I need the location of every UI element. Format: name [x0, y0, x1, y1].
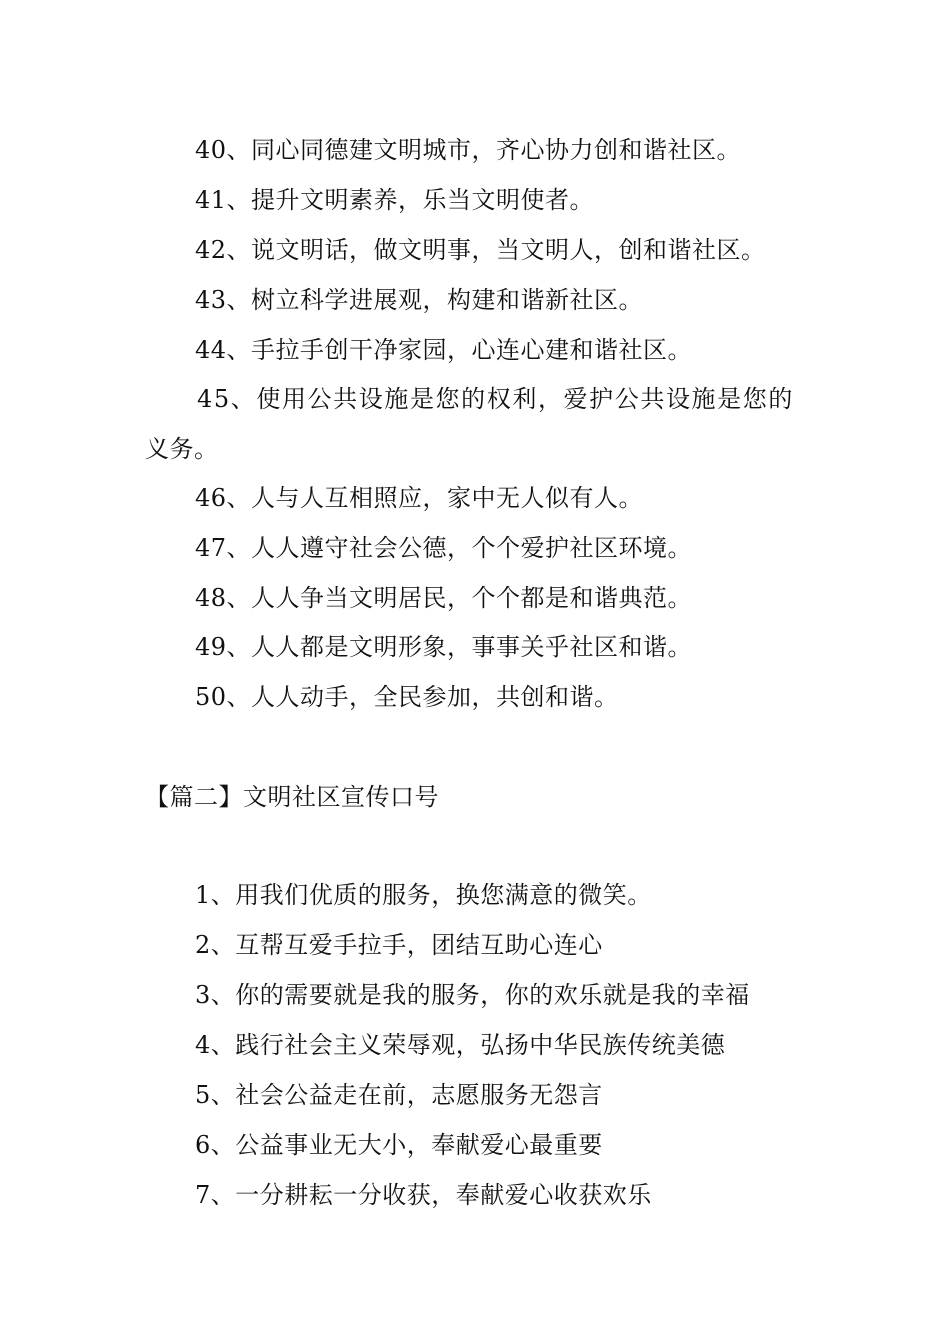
slogan-3: 3、你的需要就是我的服务，你的欢乐就是我的幸福 — [195, 981, 750, 1009]
slogan-48: 48、人人争当文明居民，个个都是和谐典范。 — [195, 584, 693, 612]
slogan-43: 43、树立科学进展观，构建和谐新社区。 — [195, 286, 644, 314]
slogan-4: 4、践行社会主义荣辱观，弘扬中华民族传统美德 — [195, 1031, 726, 1059]
slogan-41: 41、提升文明素养，乐当文明使者。 — [195, 186, 595, 214]
slogan-1: 1、用我们优质的服务，换您满意的微笑。 — [195, 881, 652, 909]
slogan-7: 7、一分耕耘一分收获，奉献爱心收获欢乐 — [195, 1181, 652, 1209]
slogan-40: 40、同心同德建文明城市，齐心协力创和谐社区。 — [195, 136, 742, 164]
section-heading: 【篇二】文明社区宣传口号 — [145, 783, 439, 811]
slogan-49: 49、人人都是文明形象，事事关乎社区和谐。 — [195, 633, 693, 661]
slogan-46: 46、人与人互相照应，家中无人似有人。 — [195, 484, 644, 512]
slogan-5: 5、社会公益走在前，志愿服务无怨言 — [195, 1081, 603, 1109]
slogan-50: 50、人人动手，全民参加，共创和谐。 — [195, 683, 619, 711]
slogan-47: 47、人人遵守社会公德，个个爱护社区环境。 — [195, 534, 693, 562]
slogan-45-continuation: 义务。 — [145, 435, 219, 463]
slogan-42: 42、说文明话，做文明事，当文明人，创和谐社区。 — [195, 236, 766, 264]
slogan-45: 45、使用公共设施是您的权利，爱护公共设施是您的 — [197, 385, 794, 413]
slogan-6: 6、公益事业无大小，奉献爱心最重要 — [195, 1131, 603, 1159]
slogan-44: 44、手拉手创干净家园，心连心建和谐社区。 — [195, 336, 693, 364]
slogan-2: 2、互帮互爱手拉手，团结互助心连心 — [195, 931, 603, 959]
